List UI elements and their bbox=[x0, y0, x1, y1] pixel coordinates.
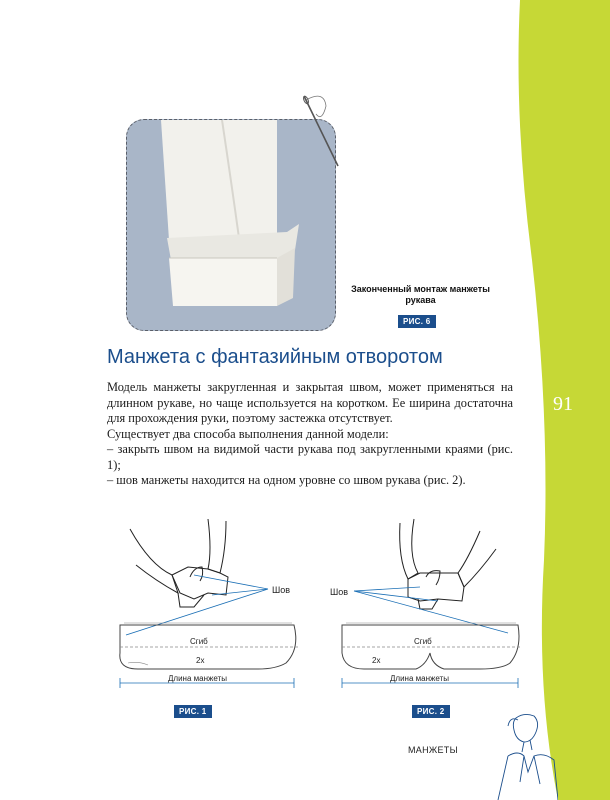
fig-label-2: РИС. 2 bbox=[412, 705, 450, 718]
fig1-fold-label: Сгиб bbox=[190, 637, 208, 646]
fig-label-6: РИС. 6 bbox=[398, 315, 436, 328]
fig2-arm-drawing bbox=[400, 519, 496, 609]
fig1-leader-lines bbox=[126, 575, 268, 635]
paragraph: – закрыть швом на видимой части рукава под закругленными краями (рис. 1); bbox=[107, 442, 513, 472]
needle-thread-icon bbox=[296, 92, 356, 172]
fig2-seam-label: Шов bbox=[330, 587, 349, 597]
fig2-length-label: Длина манжеты bbox=[390, 674, 449, 683]
fig1-arm-drawing bbox=[130, 519, 228, 607]
cuff-diagrams bbox=[108, 515, 528, 695]
fig1-seam-label: Шов bbox=[272, 585, 291, 595]
fig2-leader-lines bbox=[354, 587, 508, 633]
fashion-sketch-illustration bbox=[494, 712, 558, 800]
page-number: 91 bbox=[553, 393, 573, 415]
paragraph: Модель манжеты закругленная и закрытая швом, может применяться на длинном рукаве, но чаще используется на коротком. Ее ширина достаточна для прохождения руки, поэтому застежка отсутствует. bbox=[107, 380, 513, 425]
fig2-fold-label: Сгиб bbox=[414, 637, 432, 646]
fig1-length-label: Длина манжеты bbox=[168, 674, 227, 683]
paragraph: Существует два способа выполнения данной модели: bbox=[107, 426, 389, 441]
fig-label-1: РИС. 1 bbox=[174, 705, 212, 718]
fig2-double-label: 2x bbox=[372, 656, 381, 665]
body-text bbox=[107, 380, 513, 489]
fig1-double-label: 2x bbox=[196, 656, 205, 665]
running-section-label: МАНЖЕТЫ bbox=[408, 745, 458, 755]
section-title: Манжета с фантазийным отворотом bbox=[107, 346, 443, 368]
photo-caption: Законченный монтаж манжеты рукава bbox=[351, 284, 490, 305]
paragraph: – шов манжеты находится на одном уровне со швом рукава (рис. 2). bbox=[107, 473, 466, 487]
